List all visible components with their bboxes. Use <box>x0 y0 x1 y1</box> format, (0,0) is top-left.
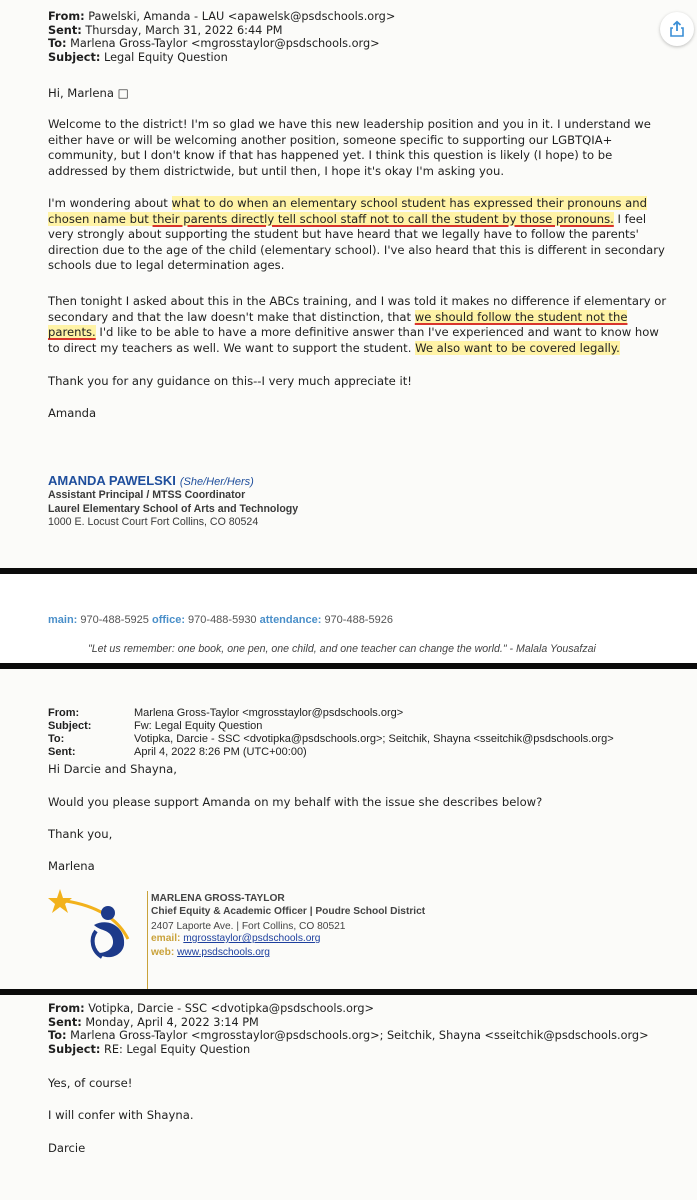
signature-name: MARLENA GROSS-TAYLOR <box>151 893 285 904</box>
signature-quote: "Let us remember: one book, one pen, one child, and one teacher can change the world." - Malala Yousafzai <box>88 643 596 655</box>
subject-label: Subject: <box>48 50 101 64</box>
from-row <box>48 707 403 720</box>
highlighted-text: what to do when an elementary school student has expressed their pronouns and chosen name but <box>48 196 647 226</box>
to-label: To: <box>48 37 67 50</box>
share-icon[interactable] <box>660 12 694 46</box>
signature-email <box>151 933 320 944</box>
paragraph-welcome: Welcome to the district! I'm so glad we have this new leadership position and you in it. I understand we either have or will be welcoming another position, someone specific to supporting our LGBTQIA+ community, but I don't know if that has happened yet. I think this question is likely (I hope) to be addressed by them districtwide, but until then, I hope it's okay I'm asking you. <box>48 117 651 178</box>
sent-row <box>48 746 307 759</box>
paragraph-yes: Yes, of course! <box>48 1076 133 1090</box>
attendance-label: attendance: <box>259 614 322 626</box>
subject-value: Fw: Legal Equity Question <box>134 720 263 732</box>
office-label: office: <box>151 614 185 626</box>
text: I'd like to be able to have a more definitive answer than I've experienced and want to know how to direct my teachers as well. We want to support the student. <box>48 325 659 355</box>
main-label: main: <box>48 614 78 626</box>
signature-title: Assistant Principal / MTSS Coordinator <box>48 489 246 501</box>
email-panel-original <box>0 0 697 568</box>
sent-label: Sent: <box>48 23 82 37</box>
signature-rule <box>147 891 148 989</box>
highlighted-text: We also want to be covered legally. <box>415 340 620 355</box>
attendance-phone: 970-488-5926 <box>324 614 393 626</box>
email-link[interactable]: mgrosstaylor@psdschools.org <box>183 933 321 944</box>
subject-value: RE: Legal Equity Question <box>104 1042 251 1056</box>
to-value: Marlena Gross-Taylor <mgrosstaylor@psdschools.org>; Seitchik, Shayna <sseitchik@psdschools.org> <box>70 1029 649 1042</box>
from-label: From: <box>48 1002 85 1015</box>
name: AMANDA PAWELSKI <box>48 473 176 488</box>
sent-value: April 4, 2022 8:26 PM (UTC+00:00) <box>134 746 307 758</box>
email-panel-reply <box>0 995 697 1200</box>
to-row <box>48 733 668 746</box>
to-label: To: <box>48 733 65 745</box>
psd-logo <box>46 887 146 963</box>
subject-row <box>48 720 262 733</box>
share-icon <box>668 20 686 38</box>
main-phone: 970-488-5925 <box>80 614 149 626</box>
signoff: Darcie <box>48 1141 86 1155</box>
paragraph-question <box>48 196 668 274</box>
sent-label: Sent: <box>48 746 76 758</box>
to-value: Votipka, Darcie - SSC <dvotipka@psdschools.org>; Seitchik, Shayna <sseitchik@psdschools.org> <box>134 733 614 745</box>
from-label: From: <box>48 10 85 23</box>
paragraph-training <box>48 294 668 356</box>
sent-value: Monday, April 4, 2022 3:14 PM <box>85 1015 259 1029</box>
signature-web <box>151 947 270 958</box>
to-label: To: <box>48 1029 67 1042</box>
signature-title: Chief Equity & Academic Officer | Poudre School District <box>151 906 426 917</box>
from-value: Votipka, Darcie - SSC <dvotipka@psdschools.org> <box>88 1002 375 1015</box>
subject-label: Subject: <box>48 720 92 732</box>
highlighted-underlined-text: we should follow the student not the parents. <box>48 309 628 340</box>
subject-value: Legal Equity Question <box>104 50 228 64</box>
paragraph-confer: I will confer with Shayna. <box>48 1108 194 1122</box>
paragraph-thanks: Thank you, <box>48 827 113 841</box>
greeting: Hi Darcie and Shayna, <box>48 762 177 776</box>
contact-line <box>48 614 393 626</box>
office-phone: 970-488-5930 <box>188 614 257 626</box>
subject-label: Subject: <box>48 1042 101 1056</box>
paragraph-request: Would you please support Amanda on my behalf with the issue she describes below? <box>48 795 543 809</box>
text: I'm wondering about <box>48 196 172 210</box>
email-header <box>48 10 395 64</box>
signature-address: 2407 Laporte Ave. | Fort Collins, CO 80521 <box>151 921 346 932</box>
web-label: web: <box>151 947 175 958</box>
signature-school: Laurel Elementary School of Arts and Technology <box>48 503 299 515</box>
contact-panel <box>0 574 697 664</box>
signoff: Amanda <box>48 406 97 420</box>
paragraph-thanks: Thank you for any guidance on this--I very much appreciate it! <box>48 374 412 388</box>
web-link[interactable]: www.psdschools.org <box>177 947 270 958</box>
sent-value: Thursday, March 31, 2022 6:44 PM <box>85 23 283 37</box>
from-value: Pawelski, Amanda - LAU <apawelsk@psdschools.org> <box>88 10 396 23</box>
email-header <box>48 1002 649 1056</box>
signoff: Marlena <box>48 859 95 873</box>
sent-label: Sent: <box>48 1015 82 1029</box>
from-value: Marlena Gross-Taylor <mgrosstaylor@psdschools.org> <box>134 707 404 719</box>
greeting: Hi, Marlena □ <box>48 86 129 100</box>
signature-name <box>48 473 254 488</box>
from-label: From: <box>48 707 80 719</box>
text: Then tonight I asked about this in the ABCs training, and I was told it makes no difference if elementary or secondary and that the law doesn't make that distinction, that <box>48 294 667 324</box>
to-value: Marlena Gross-Taylor <mgrosstaylor@psdschools.org> <box>70 37 380 50</box>
text: I feel very strongly about supporting the student but have heard that we legally have to follow the parents' direction due to the age of the child (elementary school). I've also heard that this is different in secondary schools due to legal determination ages. <box>48 211 665 273</box>
signature-address: 1000 E. Locust Court Fort Collins, CO 80524 <box>48 516 259 528</box>
email-label: email: <box>151 933 181 944</box>
email-panel-forward <box>0 669 697 989</box>
pronouns: (She/Her/Hers) <box>179 476 254 488</box>
highlighted-underlined-text: their parents directly tell school staff not to call the student by those pronouns. <box>152 211 614 226</box>
